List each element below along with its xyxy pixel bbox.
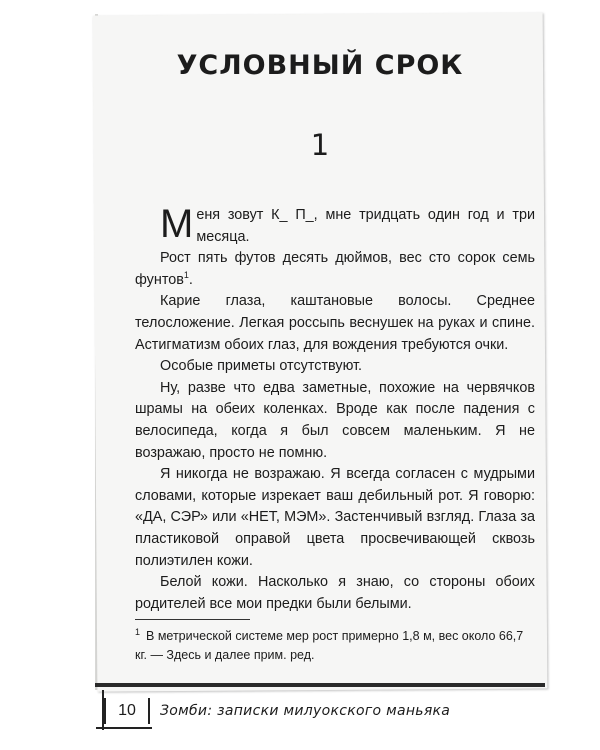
footnote-divider: [135, 619, 250, 620]
paragraph-6: Я никогда не возражаю. Я всегда согласен с мудрыми словами, которые изрекает ваш дебильный рот. Я говорю: «ДА, СЭР» или «НЕТ, МЭМ». Застенчивый взгляд. Глаза за пластиковой оправой цвета просвечивающей сквозь полиэтилен кожи.: [135, 466, 535, 569]
page-number: 10: [104, 698, 150, 724]
paragraph-2-text: Рост пять футов десять дюймов, вес сто сорок семь фунтов: [135, 250, 535, 288]
paragraph-5: Ну, разве что едва заметные, похожие на червячков шрамы на обеих коленках. Вроде как после падения с велосипеда, когда я был совсем маленьким. Я не возражаю, просто не помню.: [135, 379, 535, 461]
paragraph-4: Особые приметы отсутствуют.: [160, 358, 363, 375]
paragraph-2: [135, 248, 535, 291]
footnote-reference: 1: [183, 269, 189, 280]
footnote-text: В метрической системе мер рост примерно 1,8 м, вес около 66,7 кг. — Здесь и далее прим. ред.: [135, 629, 524, 662]
paragraph-3: Карие глаза, каштановые волосы. Среднее телосложение. Легкая россыпь веснушек на руках и спине. Астигматизм обоих глаз, для вождения требуются очки.: [135, 293, 535, 353]
chapter-title: УСЛОВНЫЙ СРОК: [176, 50, 464, 81]
footnote: [135, 627, 525, 665]
paragraph-2-end: .: [188, 271, 193, 288]
footer-decoration: [96, 690, 104, 730]
footer-rule: [95, 683, 545, 687]
body-text: [135, 202, 535, 615]
drop-cap: М: [160, 202, 194, 246]
footnote-mark: 1: [135, 626, 141, 637]
paragraph-1: [135, 202, 535, 248]
chapter-number: 1: [310, 128, 330, 162]
paragraph-7: Белой кожи. Насколько я знаю, со стороны обоих родителей все мои предки были белыми.: [135, 574, 535, 612]
paragraph-1-text: еня зовут К_ П_, мне тридцать один год и три месяца.: [196, 207, 535, 245]
footer-underline: [96, 727, 152, 729]
running-head: Зомби: записки милуокского маньяка: [160, 703, 451, 719]
